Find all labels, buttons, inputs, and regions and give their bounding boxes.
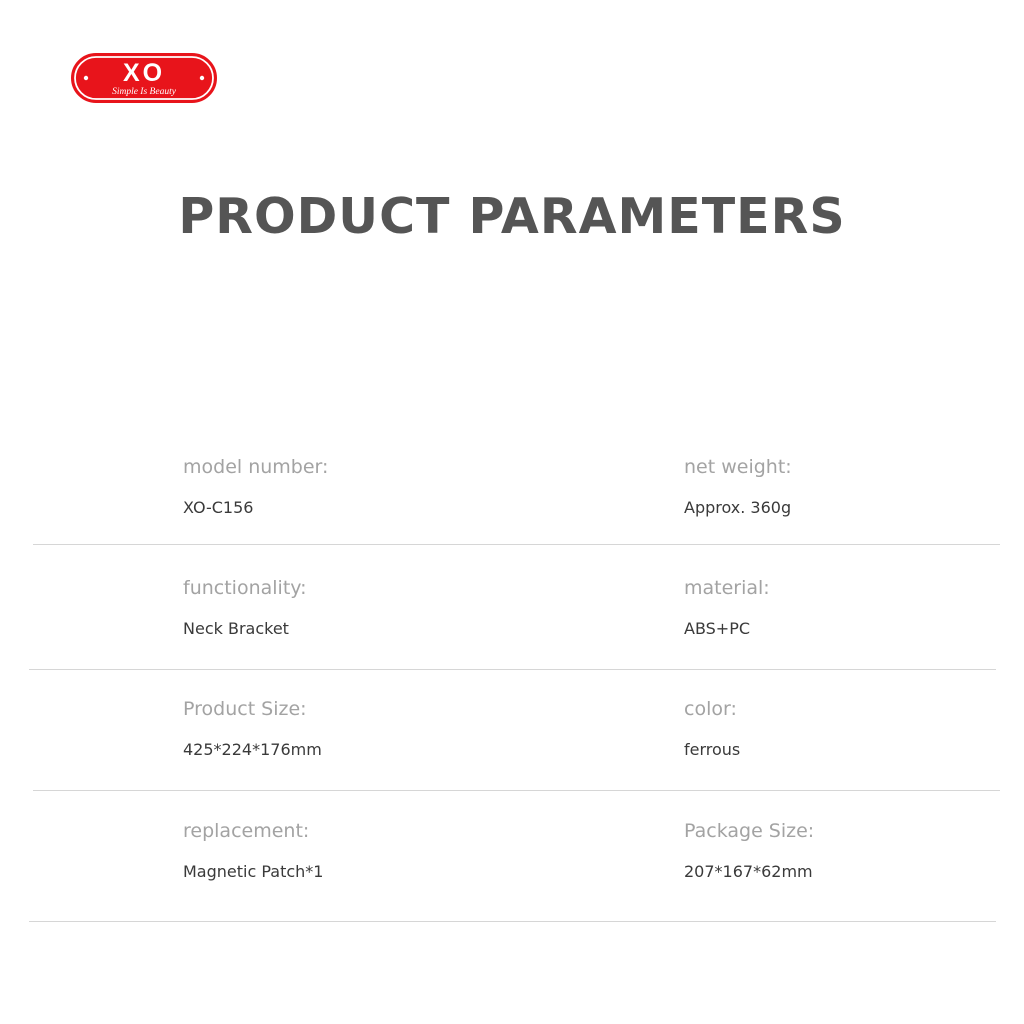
param-label: net weight: <box>684 456 792 478</box>
param-label: model number: <box>183 456 329 478</box>
param-label: color: <box>684 698 737 720</box>
param-package-size <box>684 820 814 881</box>
param-material <box>684 577 770 638</box>
param-label: material: <box>684 577 770 599</box>
param-color <box>684 698 740 759</box>
param-model-number <box>183 456 328 517</box>
param-product-size <box>183 698 322 759</box>
page-title: PRODUCT PARAMETERS <box>178 188 846 245</box>
param-label: Product Size: <box>183 698 307 720</box>
param-value: Neck Bracket <box>183 618 289 638</box>
param-functionality <box>183 577 307 638</box>
param-net-weight <box>684 456 792 517</box>
logo-tagline: Simple Is Beauty <box>112 87 176 97</box>
param-value: ferrous <box>684 739 741 759</box>
param-value: ABS+PC <box>684 618 751 638</box>
row-divider <box>33 544 1000 545</box>
param-label: Package Size: <box>684 820 815 842</box>
param-value: XO-C156 <box>183 497 254 517</box>
logo-wordmark: XO <box>122 59 166 87</box>
row-divider <box>29 669 996 670</box>
param-label: functionality: <box>183 577 307 599</box>
param-value: 207*167*62mm <box>684 861 813 881</box>
logo-badge <box>70 52 218 104</box>
param-replacement <box>183 820 323 881</box>
row-divider <box>29 921 996 922</box>
param-value: 425*224*176mm <box>183 739 322 759</box>
brand-logo <box>70 52 218 104</box>
param-label: replacement: <box>183 820 310 842</box>
param-value: Approx. 360g <box>684 497 792 517</box>
param-value: Magnetic Patch*1 <box>183 861 324 881</box>
row-divider <box>33 790 1000 791</box>
